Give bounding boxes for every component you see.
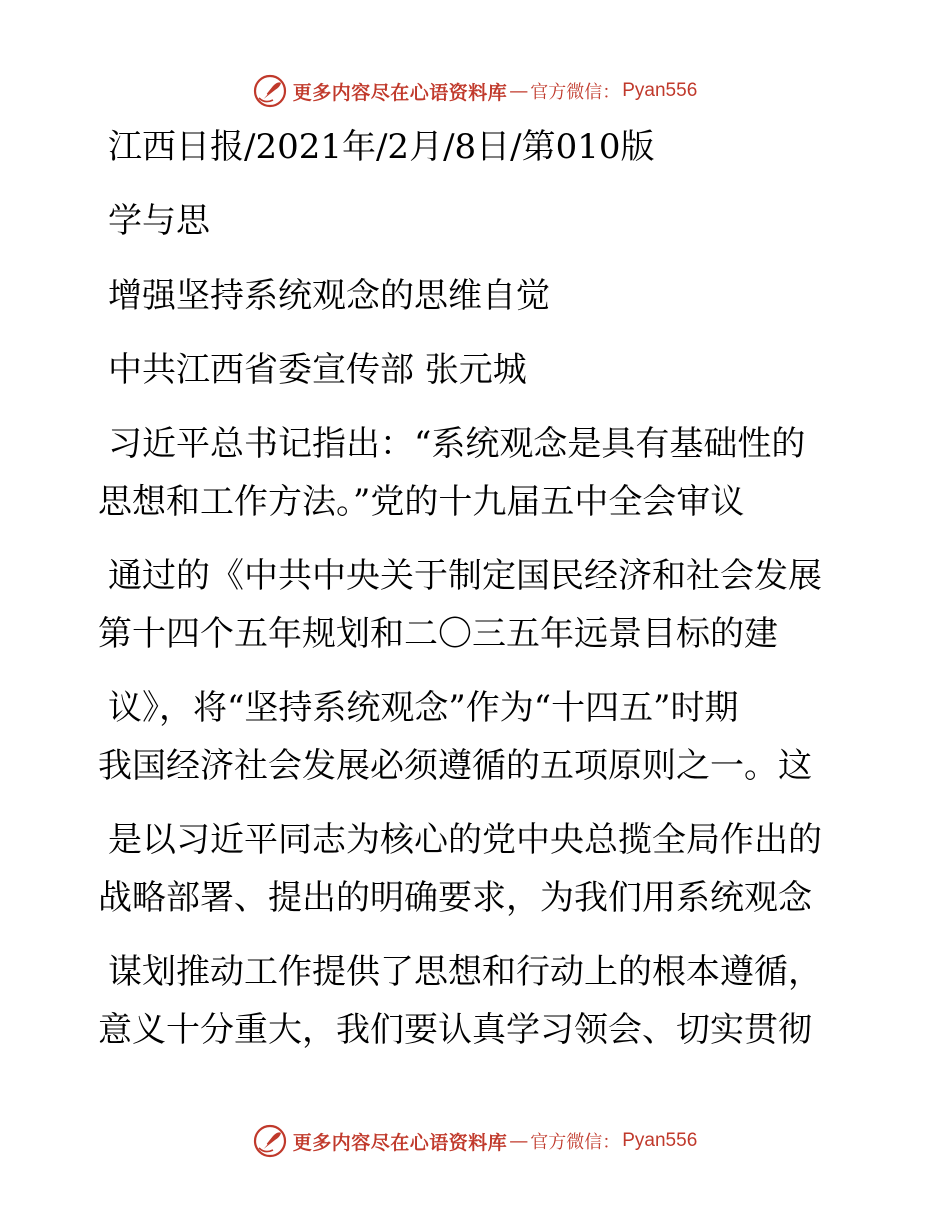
banner-dash: — [509, 1130, 529, 1152]
paragraph-line: 议》，将“坚持系统观念”作为“十四五”时期 [108, 688, 739, 728]
column-name: 学与思 [108, 201, 210, 241]
paragraph-line: 通过的《中共中央关于制定国民经济和社会发展 [108, 556, 822, 596]
banner-brand-text: 更多内容尽在心语资料库 [292, 1131, 508, 1154]
banner-official-label: 官方微信： [530, 82, 621, 103]
quill-logo-icon [253, 1124, 287, 1158]
article-title: 增强坚持系统观念的思维自觉 [108, 276, 550, 316]
paragraph-line: 谋划推动工作提供了思想和行动上的根本遵循， [108, 952, 822, 992]
paragraph-line: 是以习近平同志为核心的党中央总揽全局作出的 [108, 820, 822, 860]
banner-account: Pyan556 [622, 80, 698, 101]
banner-dash: — [509, 80, 529, 102]
paragraph-line: 我国经济社会发展必须遵循的五项原则之一。这 [98, 746, 812, 786]
paragraph-line: 思想和工作方法。”党的十九届五中全会审议 [98, 482, 745, 522]
footer-banner [0, 1121, 950, 1161]
paragraph-line: 第十四个五年规划和二〇三五年远景目标的建 [98, 614, 778, 654]
paragraph-line: 意义十分重大，我们要认真学习领会、切实贯彻 [98, 1010, 812, 1050]
banner-official-label: 官方微信： [530, 1132, 621, 1153]
paragraph-line: 习近平总书记指出：“系统观念是具有基础性的 [108, 424, 806, 464]
newspaper-source-line: 江西日报/2021年/2月/8日/第010版 [108, 127, 655, 167]
banner-account: Pyan556 [622, 1130, 698, 1151]
paragraph-line: 战略部署、提出的明确要求，为我们用系统观念 [98, 878, 812, 918]
banner-brand-text: 更多内容尽在心语资料库 [292, 81, 508, 104]
article-author: 中共江西省委宣传部 张元城 [108, 350, 527, 390]
